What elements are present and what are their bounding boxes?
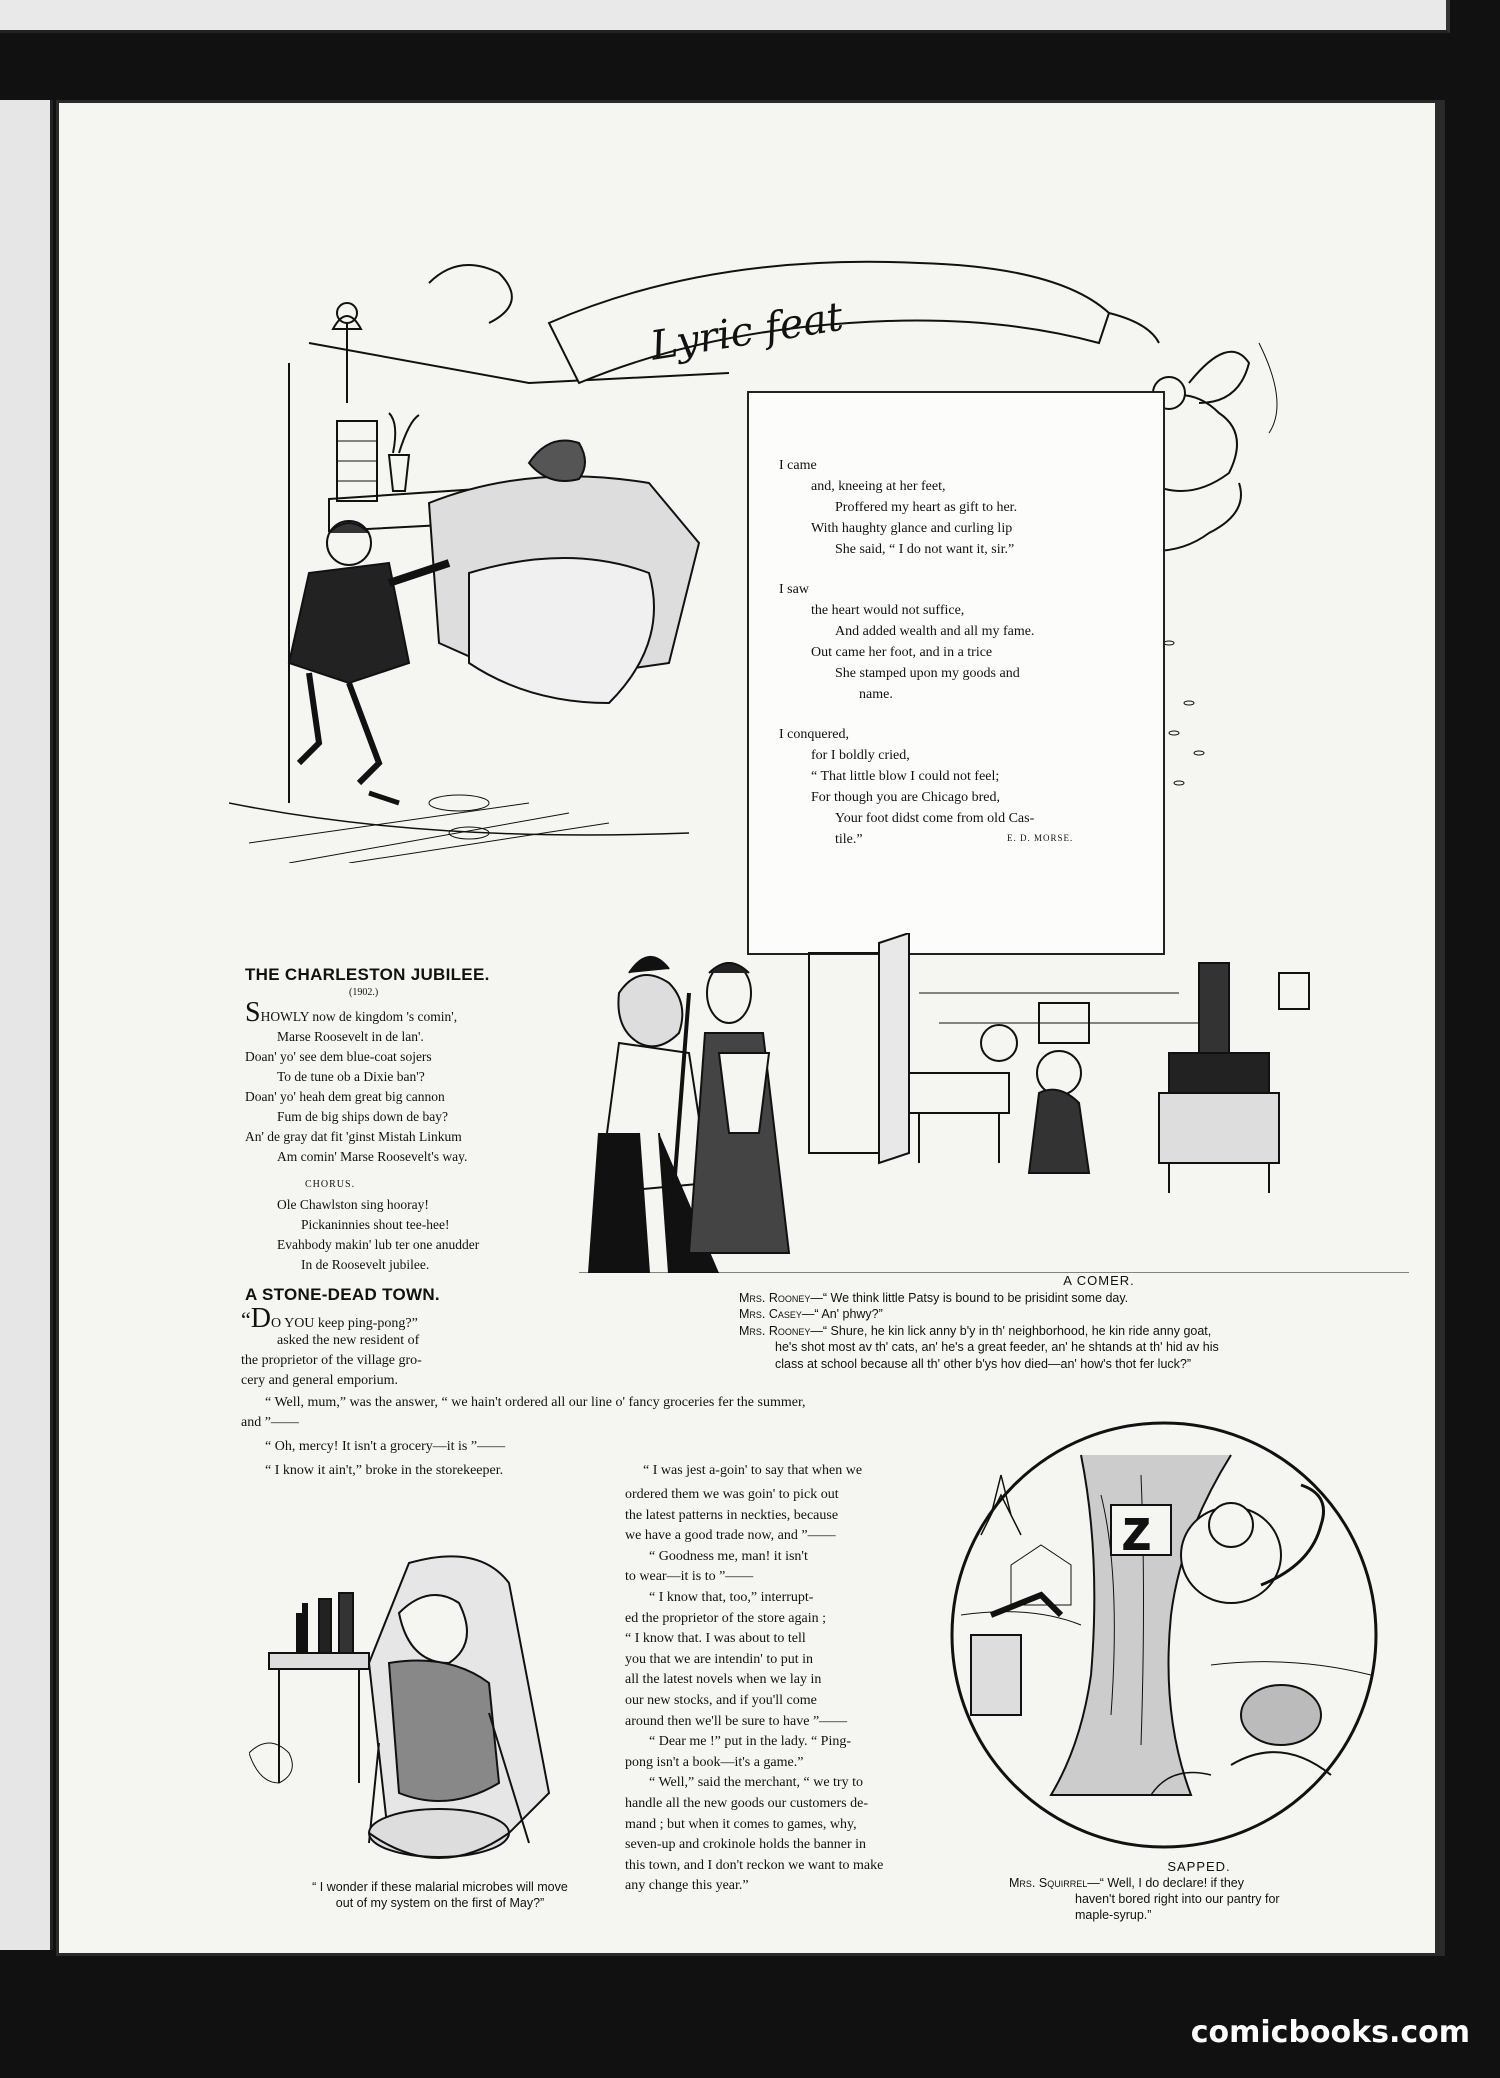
story-line: “ I know that. I was about to tell — [625, 1631, 806, 1647]
poem-line: the heart would not suffice, — [811, 603, 965, 618]
poem-line: for I boldly cried, — [811, 748, 910, 763]
jubilee-title: THE CHARLESTON JUBILEE. — [245, 965, 490, 984]
story-line: “ I know it ain't,” broke in the storekeeper. — [265, 1463, 504, 1478]
site-watermark: comicbooks.com — [1190, 2015, 1470, 2050]
dialogue: —“ Shure, he kin lick anny b'y in th' neighborhood, he kin ride anny goat, — [810, 1323, 1212, 1338]
verse-line: To de tune ob a Dixie ban'? — [277, 1069, 425, 1084]
poem-line: She stamped upon my goods and — [835, 666, 1020, 681]
story-line: the latest patterns in neckties, because — [625, 1507, 839, 1523]
jubilee-verse — [245, 997, 605, 1275]
poem-stanza-2 — [779, 579, 1151, 705]
malaria-illustration — [249, 1543, 619, 1873]
story-line: ordered them we was goin' to pick out — [625, 1487, 839, 1502]
left-page-edge — [0, 100, 53, 1950]
poem-line: and, kneeing at her feet, — [811, 479, 946, 494]
comer-caption — [739, 1273, 1459, 1372]
poem-line: Proffered my heart as gift to her. — [835, 500, 1018, 515]
story-line: all the latest novels when we lay in — [625, 1672, 822, 1688]
poem-stanza-3 — [779, 724, 1151, 850]
comer-illustration — [579, 933, 1409, 1273]
verse-line: Fum de big ships down de bay? — [277, 1109, 448, 1124]
verse-line: An' de gray dat fit 'ginst Mistah Linkum — [245, 1129, 462, 1144]
story-line: our new stocks, and if you'll come — [625, 1692, 817, 1708]
dialogue: —“ An' phwy?” — [801, 1307, 883, 1321]
story-line: you that we are intendin' to put in — [625, 1651, 813, 1667]
open-quote: “ — [241, 1307, 251, 1332]
comic-page — [56, 100, 1445, 1956]
speaker: Mrs. Casey — [739, 1307, 802, 1321]
story-line: any change this year.” — [625, 1878, 749, 1894]
dialogue: he's shot most av th' cats, an' he's a great feeder, an' he shtands at th' hid av his — [775, 1340, 1219, 1354]
chorus-line: In de Roosevelt jubilee. — [301, 1257, 430, 1272]
previous-page-edge — [0, 0, 1450, 33]
poem-line: And added wealth and all my fame. — [835, 624, 1035, 639]
story-line: ed the proprietor of the store again ; — [625, 1610, 826, 1626]
story-line: cery and general emporium. — [241, 1373, 399, 1388]
story-line: and ”—— — [241, 1415, 299, 1430]
poem-line: name. — [859, 687, 893, 702]
poem-line: For though you are Chicago bred, — [811, 790, 1000, 805]
story-line: pong isn't a book—it's a game.” — [625, 1754, 804, 1770]
dialogue: class at school because all th' other b'ys hov died—an' how's thot fer luck?” — [775, 1356, 1192, 1371]
poem-line: tile.” — [835, 832, 863, 847]
stone-title: A STONE-DEAD TOWN. — [245, 1285, 440, 1304]
speaker: Mrs. Rooney — [739, 1290, 811, 1305]
story-line: the proprietor of the village gro- — [241, 1353, 422, 1368]
malaria-caption — [245, 1879, 635, 1911]
story-line: handle all the new goods our customers de- — [625, 1795, 868, 1811]
story-line: to wear—it is to ”—— — [625, 1569, 754, 1585]
story-line: “ I know that, too,” interrupt- — [649, 1589, 814, 1605]
story-line: O YOU keep ping-pong?” — [271, 1316, 418, 1331]
chorus-line: Ole Chawlston sing hooray! — [277, 1197, 429, 1212]
dialogue: haven't bored right into our pantry for — [1075, 1892, 1280, 1906]
caption-line: “ I wonder if these malarial microbes will move — [312, 1880, 568, 1894]
poem-line: She said, “ I do not want it, sir.” — [835, 542, 1015, 557]
poem-line: I saw — [779, 582, 809, 597]
poem-line: Your foot didst come from old Cas- — [835, 811, 1035, 826]
lyric-banner-title: Lyric feat — [647, 293, 847, 370]
artist-signature — [399, 1858, 411, 1872]
story-line: asked the new resident of — [277, 1333, 420, 1348]
poem-line: I conquered, — [779, 727, 849, 742]
dialogue: —“ We think little Patsy is bound to be prisidint some day. — [810, 1290, 1129, 1305]
dialogue: maple-syrup.” — [1075, 1908, 1152, 1922]
verse-line: HOWLY now de kingdom 's comin', — [260, 1009, 458, 1024]
sapped-title: SAPPED. — [1167, 1859, 1231, 1874]
sapped-illustration — [931, 1415, 1397, 1855]
poem-line: “ That little blow I could not feel; — [811, 769, 1000, 784]
poem-line: I came — [779, 458, 817, 473]
comer-title: A COMER. — [1063, 1273, 1135, 1288]
dialogue: —“ Well, I do declare! if they — [1087, 1876, 1244, 1890]
story-line: “ Dear me !” put in the lady. “ Ping- — [649, 1734, 852, 1750]
story-line: “ Oh, mercy! It isn't a grocery—it is ”—— — [265, 1439, 506, 1454]
story-line: “ I was jest a-goin' to say that when we — [643, 1463, 863, 1478]
verse-line: Am comin' Marse Roosevelt's way. — [277, 1149, 468, 1164]
jubilee-dropcap: S — [245, 997, 261, 1028]
tree-sign-letter: Z — [1123, 1510, 1150, 1559]
story-line: this town, and I don't reckon we want to make — [625, 1857, 884, 1873]
sapped-caption — [1009, 1859, 1389, 1923]
jubilee-year: (1902.) — [349, 987, 379, 998]
caption-line: out of my system on the first of May?” — [335, 1896, 545, 1910]
lyric-poem — [779, 455, 1151, 869]
verse-line: Marse Roosevelt in de lan'. — [277, 1029, 424, 1044]
poem-stanza-1 — [779, 455, 1151, 560]
chorus-line: Pickaninnies shout tee-hee! — [301, 1217, 450, 1232]
story-line: “ Well,” said the merchant, “ we try to — [649, 1775, 863, 1791]
stone-dropcap: D — [250, 1303, 271, 1334]
story-line: seven-up and crokinole holds the banner in — [625, 1837, 867, 1853]
speaker: Mrs. Squirrel — [1009, 1876, 1088, 1890]
story-line: “ Well, mum,” was the answer, “ we hain't ordered all our line o' fancy groceries fer the summer, — [265, 1395, 806, 1410]
chorus-line: Evahbody makin' lub ter one anudder — [277, 1237, 480, 1252]
chorus-label: CHORUS. — [305, 1179, 356, 1190]
verse-line: Doan' yo' heah dem great big cannon — [245, 1089, 445, 1104]
story-line: around then we'll be sure to have ”—— — [625, 1713, 848, 1729]
story-line: mand ; but when it comes to games, why, — [625, 1816, 857, 1832]
story-line: “ Goodness me, man! it isn't — [649, 1548, 808, 1564]
poem-author: E. D. MORSE. — [1007, 833, 1074, 843]
poem-line: With haughty glance and curling lip — [811, 521, 1013, 536]
verse-line: Doan' yo' see dem blue-coat sojers — [245, 1049, 432, 1064]
speaker: Mrs. Rooney — [739, 1323, 811, 1338]
story-line: we have a good trade now, and ”—— — [625, 1528, 836, 1544]
poem-line: Out came her foot, and in a trice — [811, 645, 993, 660]
